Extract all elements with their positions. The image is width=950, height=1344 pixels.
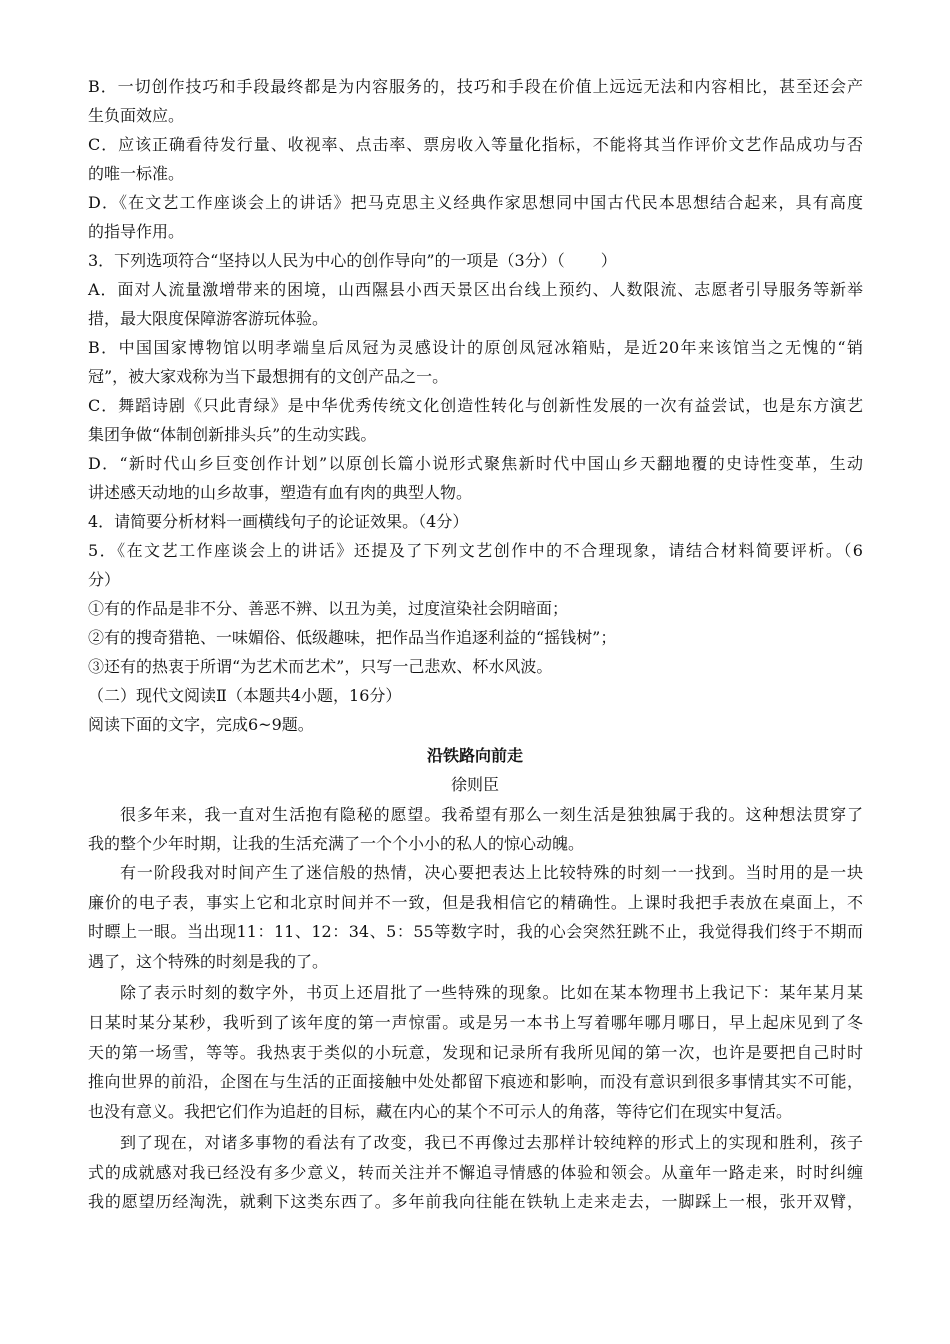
q2-option-c-line1: C．应该正确看待发行量、收视率、点击率、票房收入等量化指标，不能将其当作评价文艺作品成功与否 — [88, 135, 863, 154]
paragraph-2-line2: 廉价的电子表，事实上它和北京时间并不一致，但是我相信它的精确性。上课时我把手表放在桌面上，不 — [88, 893, 863, 912]
q3-stem-end: ） — [600, 251, 617, 270]
q5-item-2: ②有的搜奇猎艳、一味媚俗、低级趣味，把作品当作追逐利益的“摇钱树”； — [88, 628, 617, 647]
paragraph-2-line1: 有一阶段我对时间产生了迷信般的热情，决心要把表达上比较特殊的时刻一一找到。当时用的是一块 — [120, 863, 863, 882]
q3-stem — [88, 251, 617, 271]
q4-stem: 4．请简要分析材料一画横线句子的论证效果。（4分） — [88, 512, 469, 531]
paragraph-4-line3: 我的愿望历经淘洗，就剩下这类东西了。多年前我向往能在铁轨上走来走去，一脚踩上一根，张开双臂， — [88, 1192, 863, 1211]
paragraph-3-line4: 推向世界的前沿，企图在与生活的正面接触中处处都留下痕迹和影响，而没有意识到很多事情其实不可能， — [88, 1072, 863, 1091]
q3-option-c-line1: C．舞蹈诗剧《只此青绿》是中华优秀传统文化创造性转化与创新性发展的一次有益尝试，也是东方演艺 — [88, 396, 863, 415]
section-instruction: 阅读下面的文字，完成6~9题。 — [88, 715, 314, 734]
paragraph-2-line3: 时瞟上一眼。当出现11：11、12：34、5：55等数字时，我的心会突然狂跳不止，我觉得我们终于不期而 — [88, 922, 863, 941]
paragraph-4-line2: 式的成就感对我已经没有多少意义，转而关注并不懈追寻情感的体验和领会。从童年一路走来，时时纠缠 — [88, 1163, 863, 1182]
q2-option-c-line2: 的唯一标准。 — [88, 164, 185, 183]
paragraph-3-line1: 除了表示时刻的数字外，书页上还眉批了一些特殊的现象。比如在某本物理书上我记下：某年某月某 — [120, 983, 863, 1002]
q3-option-c-line2: 集团争做“体制创新排头兵”的生动实践。 — [88, 425, 377, 444]
q5-item-1: ①有的作品是非不分、善恶不辨、以丑为美，过度渲染社会阴暗面； — [88, 599, 569, 618]
q5-stem-line2: 分） — [88, 570, 121, 589]
paragraph-3-line2: 日某时某分某秒，我听到了该年度的第一声惊雷。或是另一本书上写着哪年哪月哪日，早上起床见到了冬 — [88, 1013, 863, 1032]
article-author: 徐则臣 — [450, 775, 499, 794]
paragraph-1-line2: 我的整个少年时期，让我的生活充满了一个个小小的私人的惊心动魄。 — [88, 834, 585, 853]
article-title: 沿铁路向前走 — [426, 746, 523, 765]
q3-option-d-line1: D．“新时代山乡巨变创作计划”以原创长篇小说形式聚焦新时代中国山乡天翻地覆的史诗性变革，生动 — [88, 454, 863, 473]
q5-item-3: ③还有的热衷于所谓“为艺术而艺术”，只写一己悲欢、杯水风波。 — [88, 657, 553, 676]
q3-option-a-line2: 措，最大限度保障游客游玩体验。 — [88, 309, 329, 328]
paragraph-2-line4: 遇了，这个特殊的时刻是我的了。 — [88, 952, 329, 971]
q3-option-d-line2: 讲述感天动地的山乡故事，塑造有血有肉的典型人物。 — [88, 483, 473, 502]
section-header: （二）现代文阅读Ⅱ（本题共4小题，16分） — [88, 686, 402, 705]
q2-option-d-line2: 的指导作用。 — [88, 222, 185, 241]
q3-stem-text: 3．下列选项符合“坚持以人民为中心的创作导向”的一项是（3分）（ — [88, 251, 565, 270]
q2-option-d-line1: D．《在文艺工作座谈会上的讲话》把马克思主义经典作家思想同中国古代民本思想结合起来，具有高度 — [88, 193, 863, 212]
paragraph-4-line1: 到了现在，对诸多事物的看法有了改变，我已不再像过去那样计较纯粹的形式上的实现和胜利，孩子 — [120, 1133, 863, 1152]
q3-option-b-line2: 冠”，被大家戏称为当下最想拥有的文创产品之一。 — [88, 367, 449, 386]
paragraph-3-line3: 天的第一场雪，等等。我热衷于类似的小玩意，发现和记录所有我所见闻的第一次，也许是要把自己时时 — [88, 1043, 863, 1062]
q2-option-b-line1: B．一切创作技巧和手段最终都是为内容服务的，技巧和手段在价值上远远无法和内容相比，甚至还会产 — [88, 77, 863, 96]
paragraph-3-line5: 也没有意义。我把它们作为追赶的目标，藏在内心的某个不可示人的角落，等待它们在现实中复活。 — [88, 1102, 793, 1121]
q3-option-b-line1: B．中国国家博物馆以明孝端皇后凤冠为灵感设计的原创凤冠冰箱贴，是近20年来该馆当之无愧的“销 — [88, 338, 863, 357]
q2-option-b-line2: 生负面效应。 — [88, 106, 185, 125]
q3-option-a-line1: A．面对人流量激增带来的困境，山西隰县小西天景区出台线上预约、人数限流、志愿者引导服务等新举 — [88, 280, 863, 299]
q5-stem-line1: 5．《在文艺工作座谈会上的讲话》还提及了下列文艺创作中的不合理现象，请结合材料简要评析。（6 — [88, 541, 863, 560]
paragraph-1-line1: 很多年来，我一直对生活抱有隐秘的愿望。我希望有那么一刻生活是独独属于我的。这种想法贯穿了 — [120, 805, 863, 824]
